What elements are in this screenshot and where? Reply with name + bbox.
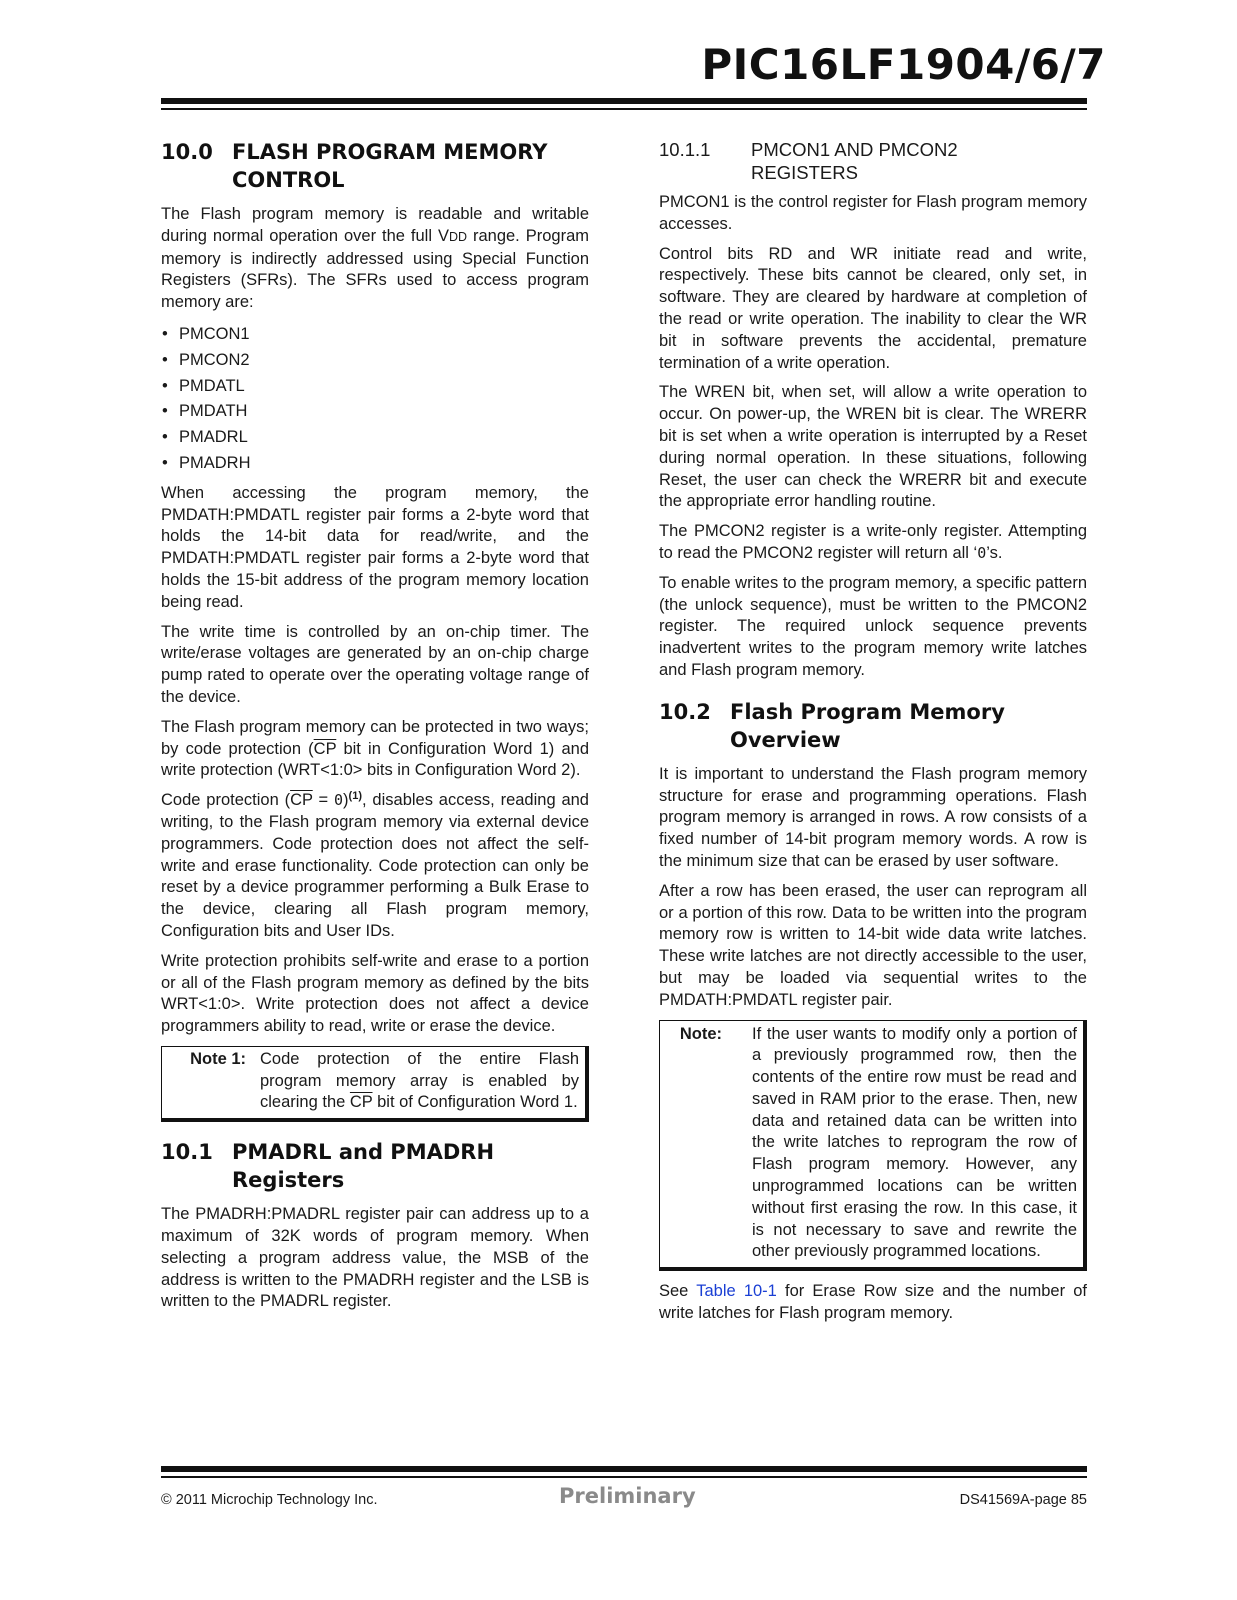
- left-column: [161, 138, 589, 1321]
- footer-rule-thin: [161, 1476, 1087, 1478]
- section-10-2-heading: [659, 698, 1087, 754]
- sfr-list: [161, 322, 589, 477]
- paragraph-unlock: To enable writes to the program memory, a specific pattern (the unlock sequence), must be written to the PMCON2 register. The required unlock sequence prevents inadvertent writes to the program memory write latches and Flash program memory.: [659, 573, 1087, 679]
- section-title: PMADRL and PMADRH Registers: [232, 1140, 495, 1193]
- paragraph-protection: The Flash program memory can be protected in two ways; by code protection ($\overline{CP}$ bit in Configuration Word 1) and write protection (WRT<1:0> bits in Configuration Word 2).: [161, 717, 589, 780]
- section-10-1-1-heading: [659, 138, 1087, 184]
- paragraph-pmcon2: The PMCON2 register is a write-only register. Attempting to read the PMCON2 register will return all ‘0’s.: [659, 522, 1087, 562]
- table-10-1-link[interactable]: Table 10-1: [696, 1282, 777, 1301]
- intro-paragraph: The Flash program memory is readable and writable during normal operation over the full VDD range. Program memory is indirectly addressed using Special Function Registers (SFRs). The SFRs used to access program memory are:: [161, 205, 589, 312]
- note-text: Code protection of the entire Flash program memory array is enabled by clearing the $\overline{CP}$ bit of Configuration Word 1.: [260, 1049, 579, 1112]
- section-number: 10.1: [161, 1140, 213, 1165]
- footer-status: Preliminary: [559, 1484, 696, 1508]
- section-title: PMCON1 AND PMCON2 REGISTERS: [751, 139, 958, 183]
- list-item: • PMDATL: [161, 374, 589, 400]
- note-box: [659, 1020, 1087, 1272]
- right-column: [659, 138, 1087, 1333]
- section-10-0-heading: [161, 138, 589, 194]
- paragraph-write-time: The write time is controlled by an on-chip timer. The write/erase voltages are generated by an on-chip charge pump rated to operate over the operating voltage range of the device.: [161, 622, 589, 706]
- note-label: Note:: [679, 1024, 722, 1043]
- paragraph-wren: The WREN bit, when set, will allow a write operation to occur. On power-up, the WREN bit is clear. The WRERR bit is set when a write operation is interrupted by a Reset during normal operation. In these situations, following Reset, the user can check the WRERR bit and execute the appropriate error handling routine.: [659, 383, 1087, 511]
- list-item: • PMCON1: [161, 322, 589, 348]
- paragraph-access: When accessing the program memory, the PMDATH:PMDATL register pair forms a 2-byte word that holds the 14-bit data for read/write, and the PMDATH:PMDATL register pair forms a 2-byte word that holds the 15-bit address of the program memory location being read.: [161, 483, 589, 611]
- list-item: • PMADRH: [161, 451, 589, 477]
- paragraph-code-protection: Code protection $(\overline{CP} = 0)^{(1)}$, disables access, reading and writing, to the Flash program memory via external device programmers. Code protection does not affect the self-write and erase functionality. Code protection can only be reset by a device programmer performing a Bulk Erase to the device, clearing all Flash program memory, Configuration bits and User IDs.: [161, 790, 589, 940]
- paragraph-control-bits: Control bits RD and WR initiate read and write, respectively. These bits cannot be cleared, only set, in software. They are cleared by hardware at completion of the read or write operation. The inability to clear the WR bit in software prevents the accidental, premature termination of a write operation.: [659, 244, 1087, 372]
- paragraph-pmcon1: PMCON1 is the control register for Flash program memory accesses.: [659, 193, 1087, 233]
- section-10-1-heading: [161, 1138, 589, 1194]
- header-rule-thin: [161, 108, 1087, 110]
- section-title: FLASH PROGRAM MEMORY CONTROL: [232, 140, 548, 192]
- paragraph-after-erase: After a row has been erased, the user can reprogram all or a portion of this row. Data to be written into the program memory row is written to 14-bit wide data write latches. These write latches are not directly accessible to the user, but may be loaded via sequential writes to the PMDATH:PMDATL register pair.: [659, 881, 1087, 1009]
- footnote-ref: (1): [348, 790, 362, 803]
- paragraph-overview: It is important to understand the Flash program memory structure for erase and programming operations. Flash program memory is arranged in rows. A row consists of a fixed number of 14-bit program memory words. A row is the minimum size that can be erased by user software.: [659, 764, 1087, 870]
- section-number: 10.2: [659, 699, 711, 724]
- note-text: If the user wants to modify only a portion of a previously programmed row, then the contents of the entire row must be read and saved in RAM prior to the erase. Then, new data and retained data can be written into the write latches to reprogram the row of Flash program memory. However, any unprogrammed locations can be written without first erasing the row. In this case, it is not necessary to save and rewrite the other previously programmed locations.: [752, 1024, 1077, 1261]
- paragraph-see-table: See Table 10-1 for Erase Row size and the number of write latches for Flash program memory.: [659, 1282, 1087, 1323]
- list-item: • PMADRL: [161, 425, 589, 451]
- footer-page-number: DS41569A-page 85: [959, 1492, 1087, 1508]
- section-number: 10.1.1: [659, 139, 711, 160]
- list-item: • PMDATH: [161, 399, 589, 425]
- header-rule-thick: [161, 98, 1087, 104]
- paragraph-write-protection: Write protection prohibits self-write and erase to a portion or all of the Flash program memory as defined by the bits WRT<1:0>. Write protection does not affect a device programmers ability to read, write or erase the device.: [161, 951, 589, 1036]
- footer-rule-thick: [161, 1466, 1087, 1472]
- note-label: Note 1:: [190, 1049, 246, 1068]
- list-item: • PMCON2: [161, 348, 589, 374]
- document-title: PIC16LF1904/6/7: [701, 40, 1106, 89]
- footer-copyright: © 2011 Microchip Technology Inc.: [161, 1492, 378, 1508]
- paragraph-pmadr: The PMADRH:PMADRL register pair can address up to a maximum of 32K words of program memory. When selecting a program address value, the MSB of the address is written to the PMADRH register and the LSB is written to the PMADRL register.: [161, 1205, 589, 1311]
- section-number: 10.0: [161, 140, 213, 164]
- note-1-box: [161, 1046, 589, 1122]
- section-title: Flash Program Memory Overview: [730, 699, 1005, 752]
